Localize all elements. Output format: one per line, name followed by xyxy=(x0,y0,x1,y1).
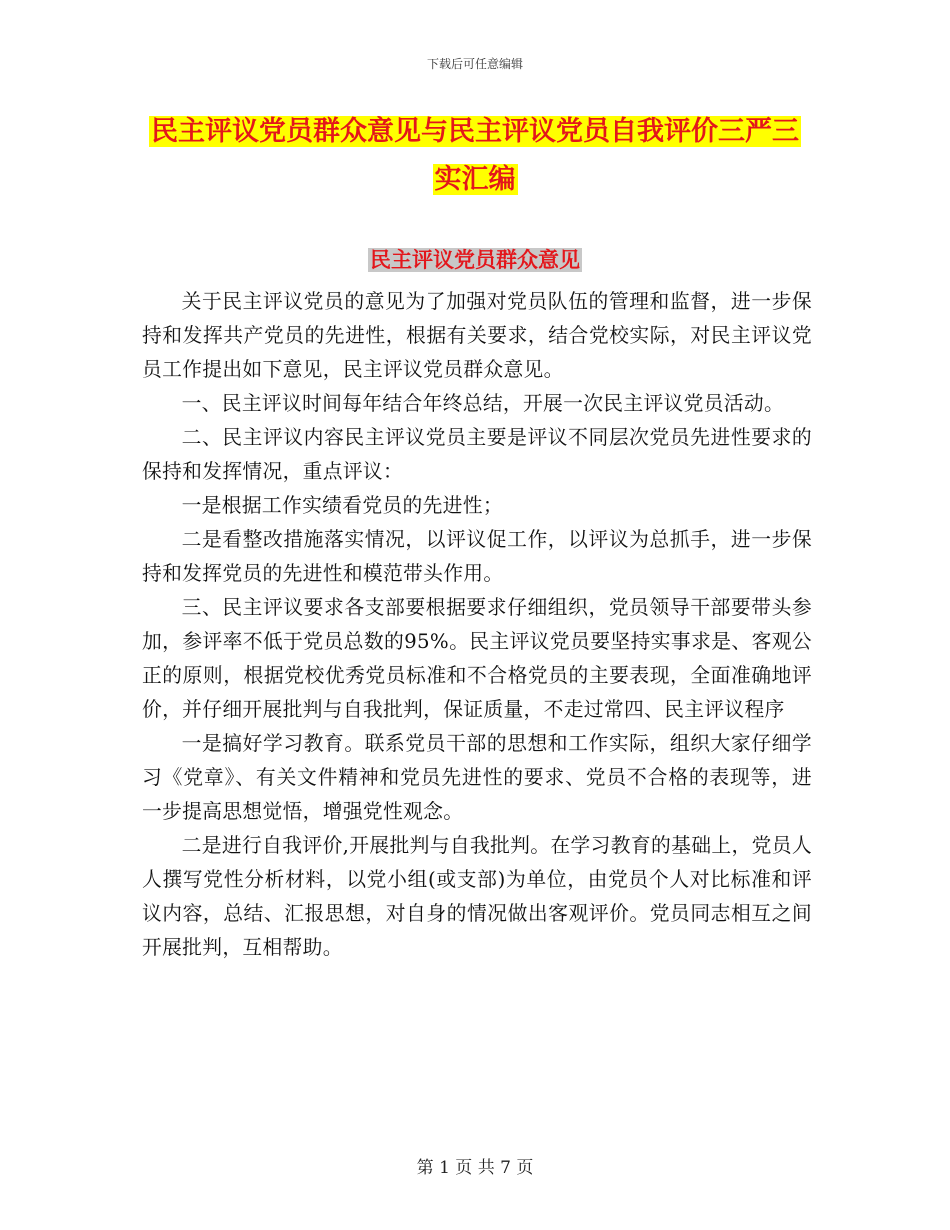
document-body xyxy=(142,285,812,965)
page-footer: 第 1 页 共 7 页 xyxy=(416,1158,534,1178)
header-note: 下载后可任意编辑 xyxy=(426,57,523,71)
paragraph: 一是根据工作实绩看党员的先进性； xyxy=(181,494,503,517)
paragraph: 二是看整改措施落实情况，以评议促工作，以评议为总抓手，进一步保持和发挥党员的先进性和模范带头作用。 xyxy=(142,528,812,585)
document-title-text: 民主评议党员群众意见与民主评议党员自我评价三严三实汇编 xyxy=(151,116,799,195)
paragraph: 二是进行自我评价,开展批判与自我批判。在学习教育的基础上，党员人人撰写党性分析材料，以党小组(或支部)为单位，由党员个人对比标准和评议内容，总结、汇报思想，对自身的情况做出客观评价。党员同志相互之间开展批判，互相帮助。 xyxy=(142,834,812,959)
paragraph: 二、民主评议内容民主评议党员主要是评议不同层次党员先进性要求的保持和发挥情况，重点评议： xyxy=(142,426,812,483)
document-title xyxy=(140,108,810,204)
paragraph: 关于民主评议党员的意见为了加强对党员队伍的管理和监督，进一步保持和发挥共产党员的先进性，根据有关要求，结合党校实际，对民主评议党员工作提出如下意见，民主评议党员群众意见。 xyxy=(142,290,812,381)
paragraph: 一是搞好学习教育。联系党员干部的思想和工作实际，组织大家仔细学习《党章》、有关文件精神和党员先进性的要求、党员不合格的表现等，进一步提高思想觉悟，增强党性观念。 xyxy=(142,732,812,823)
paragraph: 一、民主评议时间每年结合年终总结，开展一次民主评议党员活动。 xyxy=(181,392,785,415)
section-heading-text: 民主评议党员群众意见 xyxy=(370,248,580,272)
paragraph: 三、民主评议要求各支部要根据要求仔细组织，党员领导干部要带头参加，参评率不低于党员总数的95%。民主评议党员要坚持实事求是、客观公正的原则，根据党校优秀党员标准和不合格党员的主要表现，全面准确地评价，并仔细开展批判与自我批判，保证质量，不走过常四、民主评议程序 xyxy=(142,596,812,721)
section-heading xyxy=(0,245,950,275)
